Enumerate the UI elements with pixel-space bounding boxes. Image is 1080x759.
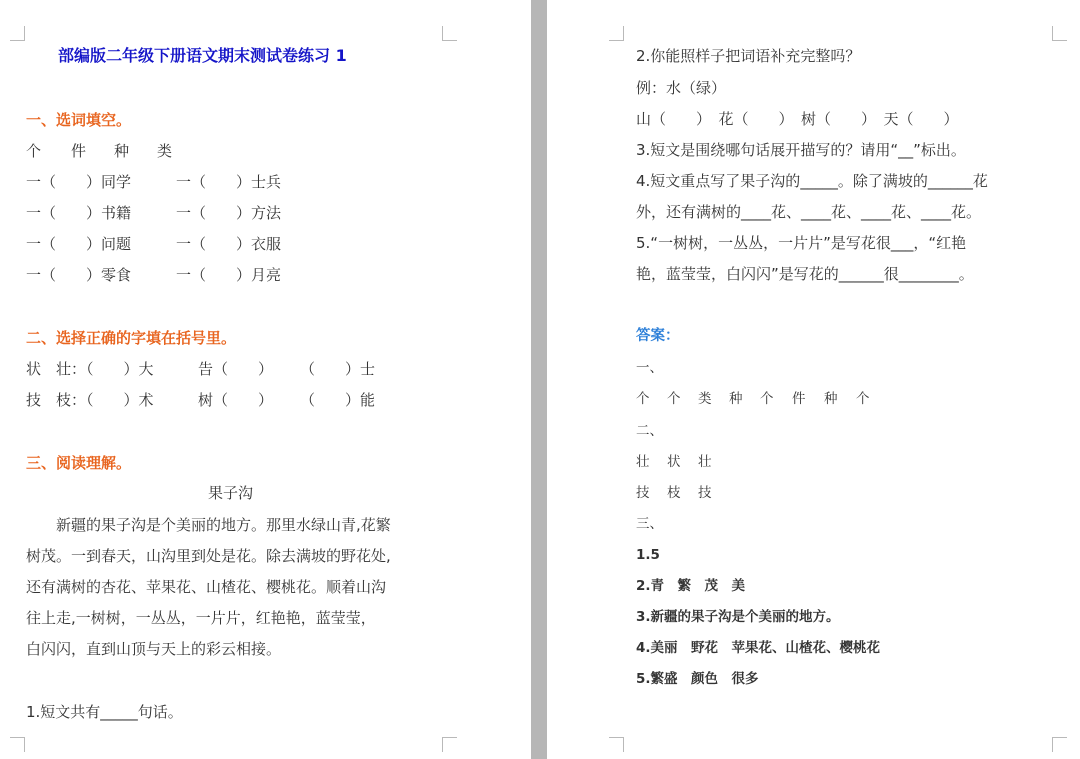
answer-line: 3.新疆的果子沟是个美丽的地方。 [636, 609, 840, 625]
fill-blank-item: 一（ ）书籍 [26, 204, 132, 222]
page-gutter [531, 0, 547, 759]
fill-blank-item: 一（ ）方法 [176, 204, 282, 222]
question-5-cont: 艳，蓝莹莹，白闪闪”是写花的______很________。 [636, 265, 974, 283]
answer-line: 2.青 繁 茂 美 [636, 578, 746, 594]
answer-line: 1.5 [636, 547, 660, 563]
word-bank-item: 类 [157, 142, 173, 160]
fill-blank-item: 一（ ）士兵 [176, 173, 282, 191]
word-bank-item: 个 [26, 142, 42, 160]
answer-item: 种 [824, 391, 838, 407]
page-corner-mark [609, 737, 624, 752]
fill-blank-item: 一（ ）同学 [26, 173, 132, 191]
question-2-blanks: 山（ ） 花（ ） 树（ ） 天（ ） [636, 110, 959, 128]
answer-line: 5.繁盛 颜色 很多 [636, 671, 759, 687]
question-4-cont: 外，还有满树的____花、____花、____花、____花。 [636, 203, 982, 221]
page-corner-mark [10, 26, 25, 41]
fill-blank-item: 一（ ）零食 [26, 266, 132, 284]
answer-item: 件 [792, 391, 806, 407]
question-1: 1.短文共有_____句话。 [26, 703, 183, 721]
question-4: 4.短文重点写了果子沟的_____。除了满坡的______花 [636, 172, 988, 190]
answer-item: 技 [636, 485, 650, 501]
answer-item: 技 [698, 485, 712, 501]
question-3: 3.短文是围绕哪句话展开描写的？请用“__”标出。 [636, 141, 966, 159]
answer-item: 壮 [636, 454, 650, 470]
char-choice-item: 告（ ） [198, 360, 274, 378]
answer-line: 4.美丽 野花 苹果花、山楂花、樱桃花 [636, 640, 881, 656]
section-heading-1: 一、选词填空。 [26, 111, 132, 129]
passage-title: 果子沟 [208, 484, 254, 502]
page-corner-mark [442, 737, 457, 752]
char-choice-item: （ ）能 [300, 391, 376, 409]
answer-item: 个 [760, 391, 774, 407]
document-title: 部编版二年级下册语文期末测试卷练习 1 [58, 46, 347, 65]
char-choice-item: 技 枝：（ ）术 [26, 391, 154, 409]
passage-line: 树茂。一到春天，山沟里到处是花。除去满坡的野花处, [26, 547, 391, 565]
answer-section-3-label: 三、 [636, 516, 663, 532]
answer-item: 个 [856, 391, 870, 407]
word-bank-item: 种 [114, 142, 130, 160]
page-corner-mark [1052, 737, 1067, 752]
char-choice-item: 状 壮：（ ）大 [26, 360, 154, 378]
word-bank-item: 件 [71, 142, 87, 160]
question-5: 5.“一树树，一丛丛，一片片”是写花很___，“红艳 [636, 234, 967, 252]
fill-blank-item: 一（ ）月亮 [176, 266, 282, 284]
answer-item: 类 [698, 391, 712, 407]
passage-line: 往上走,一树树，一丛丛，一片片，红艳艳，蓝莹莹， [26, 609, 376, 627]
question-2-example: 例：水（绿） [636, 79, 727, 97]
question-2: 2.你能照样子把词语补充完整吗？ [636, 47, 861, 65]
answer-section-1-label: 一、 [636, 360, 663, 376]
answer-item: 状 [667, 454, 681, 470]
answer-item: 个 [636, 391, 650, 407]
document-page-right [547, 0, 1080, 759]
page-corner-mark [442, 26, 457, 41]
answer-section-2-label: 二、 [636, 423, 663, 439]
passage-line: 白闪闪，直到山顶与天上的彩云相接。 [26, 640, 282, 658]
section-heading-2: 二、选择正确的字填在括号里。 [26, 329, 237, 347]
page-corner-mark [1052, 26, 1067, 41]
answer-item: 壮 [698, 454, 712, 470]
answers-heading: 答案： [636, 328, 680, 344]
section-heading-3: 三、阅读理解。 [26, 454, 132, 472]
char-choice-item: 树（ ） [198, 391, 274, 409]
char-choice-item: （ ）士 [300, 360, 376, 378]
passage-line: 还有满树的杏花、苹果花、山楂花、樱桃花。顺着山沟 [26, 578, 387, 596]
fill-blank-item: 一（ ）衣服 [176, 235, 282, 253]
page-corner-mark [609, 26, 624, 41]
page-corner-mark [10, 737, 25, 752]
document-page-left [0, 0, 531, 759]
passage-line: 新疆的果子沟是个美丽的地方。那里水绿山青,花繁 [56, 516, 391, 534]
fill-blank-item: 一（ ）问题 [26, 235, 132, 253]
answer-item: 枝 [667, 485, 681, 501]
answer-item: 个 [667, 391, 681, 407]
answer-item: 种 [729, 391, 743, 407]
